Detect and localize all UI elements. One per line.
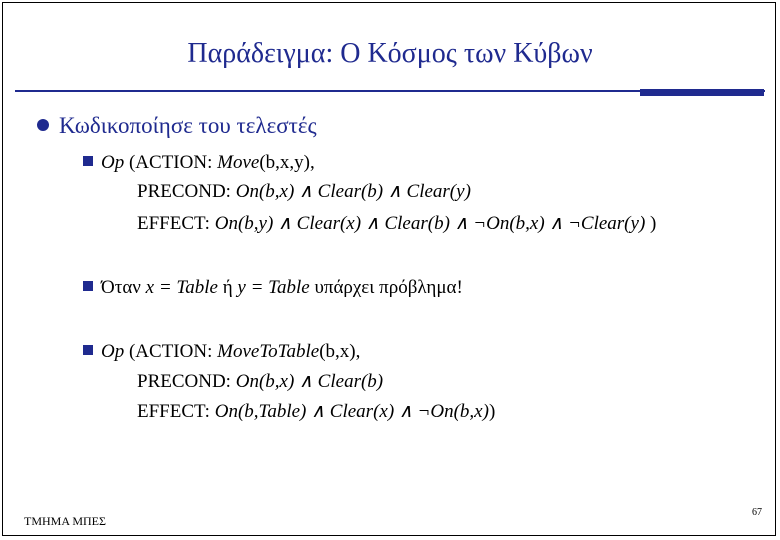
op2-action-pre: (ACTION: bbox=[128, 341, 218, 362]
footer-department: ΤΜΗΜΑ ΜΠΕΣ bbox=[24, 514, 106, 528]
op1-effect-line bbox=[137, 212, 656, 235]
note-line bbox=[85, 277, 463, 299]
op2-action-name: MoveToTable bbox=[217, 341, 320, 362]
op1-action-post: , bbox=[309, 152, 315, 173]
op1-op: Op bbox=[101, 152, 125, 173]
op1-effect-close: ) bbox=[645, 213, 657, 234]
op2-effect-line bbox=[137, 400, 495, 423]
title-rule-accent bbox=[640, 89, 764, 96]
main-bullet-text: Κωδικοποίησε του τελεστές bbox=[59, 113, 317, 138]
op1-action-pre: (ACTION: bbox=[128, 152, 218, 173]
op1-action-line bbox=[85, 152, 315, 174]
op2-action-args: (b,x) bbox=[319, 341, 356, 362]
note-t3: ή bbox=[217, 277, 238, 298]
bullet-square-icon bbox=[83, 281, 93, 291]
op2-action-post: , bbox=[355, 341, 361, 362]
note-t5: υπάρχει πρόβλημα! bbox=[309, 277, 463, 298]
op1-precond: On(b,x) ∧ Clear(b) ∧ Clear(y) bbox=[235, 181, 471, 202]
bullet-square-icon bbox=[83, 156, 93, 166]
op2-effect-label: EFFECT: bbox=[137, 401, 215, 422]
slide-title: Παράδειγμα: Ο Κόσμος των Κύβων bbox=[187, 38, 593, 69]
note-t1: Όταν bbox=[101, 277, 146, 298]
op1-action-name: Move bbox=[217, 152, 260, 173]
op1-precond-line bbox=[137, 180, 471, 203]
op1-effect-label: EFFECT: bbox=[137, 213, 215, 234]
main-bullet bbox=[37, 113, 317, 139]
op2-precond-label: PRECOND: bbox=[137, 371, 236, 392]
page-number: 67 bbox=[752, 507, 762, 518]
op1-precond-label: PRECOND: bbox=[137, 181, 236, 202]
op1-effect: On(b,y) ∧ Clear(x) ∧ Clear(b) ∧ ¬On(b,x) ∧ ¬Clear(y) bbox=[214, 213, 646, 234]
slide-frame bbox=[2, 2, 776, 536]
op2-precond: On(b,x) ∧ Clear(b) bbox=[235, 371, 384, 392]
op2-effect-close: ) bbox=[488, 401, 496, 422]
op2-action-line bbox=[85, 341, 360, 363]
note-t2: x = Table bbox=[145, 277, 218, 298]
op2-op: Op bbox=[101, 341, 125, 362]
op2-effect: On(b,Table) ∧ Clear(x) ∧ ¬On(b,x) bbox=[214, 401, 489, 422]
note-t4: y = Table bbox=[237, 277, 310, 298]
op1-action-args: (b,x,y) bbox=[259, 152, 310, 173]
bullet-square-icon bbox=[83, 345, 93, 355]
op2-precond-line bbox=[137, 370, 383, 393]
bullet-dot-icon bbox=[37, 119, 49, 131]
